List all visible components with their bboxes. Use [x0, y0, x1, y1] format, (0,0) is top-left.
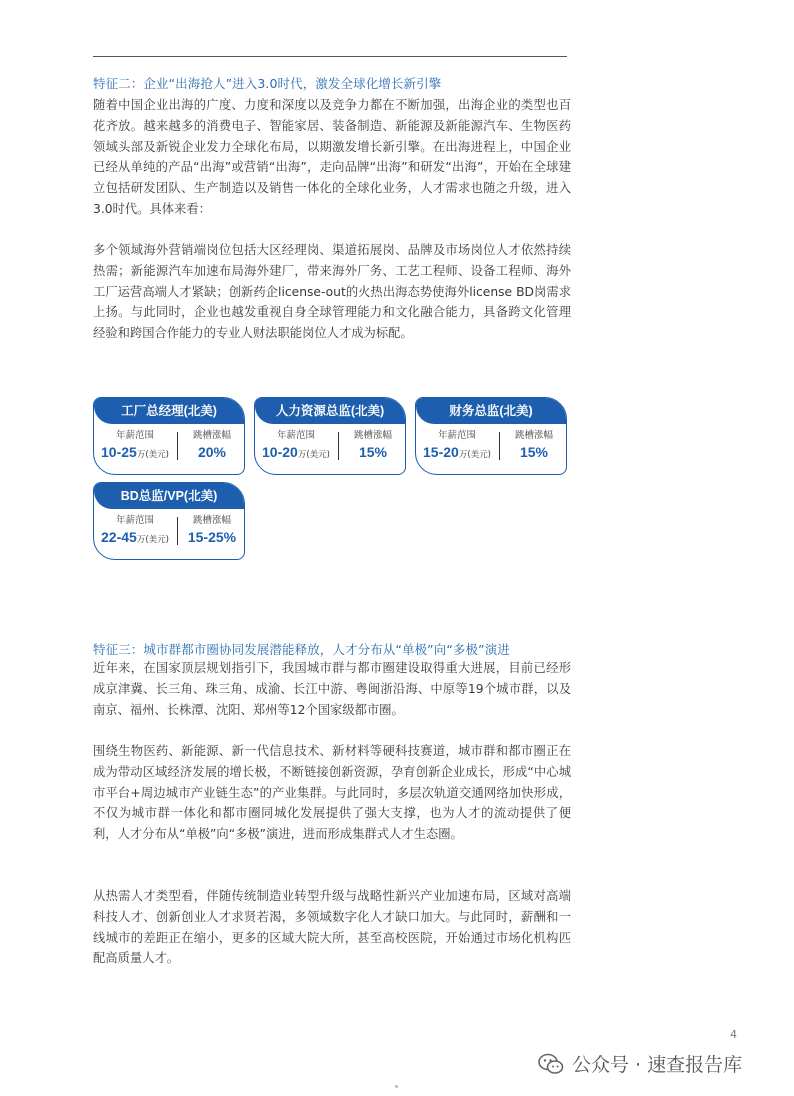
- salary-range-value: 22-45: [101, 529, 137, 545]
- salary-unit: 万(美元): [136, 535, 169, 545]
- raise-label: 跳槽涨幅: [514, 430, 553, 441]
- salary-card-finance-director: [415, 397, 567, 475]
- salary-card-hr-director: [254, 397, 406, 475]
- salary-unit: 万(美元): [136, 450, 169, 460]
- section3-paragraph-2: 围绕生物医药、新能源、新一代信息技术、新材料等硬科技赛道，城市群和都市圈正在成为带动区域经济发展的增长极，不断链接创新资源，孕育创新企业成长，形成“中心城市平台+周边城市产业链生态”的产业集群。与此同时，多层次轨道交通网络加快形成，不仅为城市群一体化和都市圈同城化发展提供了强大支撑，也为人才的流动提供了便利，人才分布从“单极”向“多极”演进，进而形成集群式人才生态圈。: [93, 744, 571, 842]
- section2-paragraph-2: 多个领域海外营销端岗位包括大区经理岗、渠道拓展岗、品牌及市场岗位人才依然持续热需；新能源汽车加速布局海外建厂，带来海外厂务、工艺工程师、设备工程师、海外工厂运营高端人才紧缺；创新药企license-out的火热出海态势使海外license BD岗需求上扬。与此同时，企业也越发重视自身全球管理能力和文化融合能力，具备跨文化管理经验和跨国合作能力的专业人财法职能岗位人才成为标配。: [93, 243, 571, 341]
- raise-value: 15%: [358, 444, 388, 460]
- salary-range-value: 10-20: [262, 444, 298, 460]
- salary-range-value: 15-20: [423, 444, 459, 460]
- salary-range-value: 10-25: [101, 444, 137, 460]
- card-divider: [338, 432, 339, 460]
- salary-card-factory-gm: [93, 397, 245, 475]
- salary-range-label: 年薪范围: [115, 515, 154, 526]
- salary-range-label: 年薪范围: [437, 430, 476, 441]
- wechat-icon: [538, 1053, 564, 1075]
- card-title: BD总监/VP(北美): [94, 483, 244, 509]
- raise-label: 跳槽涨幅: [192, 430, 231, 441]
- footer-brand-text: 公众号 · 速查报告库: [572, 1054, 743, 1076]
- raise-label: 跳槽涨幅: [192, 515, 231, 526]
- card-divider: [499, 432, 500, 460]
- raise-label: 跳槽涨幅: [353, 430, 392, 441]
- card-divider: [177, 517, 178, 545]
- card-divider: [177, 432, 178, 460]
- section2-paragraph-1: 随着中国企业出海的广度、力度和深度以及竞争力都在不断加强，出海企业的类型也百花齐放。越来越多的消费电子、智能家居、装备制造、新能源及新能源汽车、生物医药领域头部及新锐企业发力全球化布局，以期激发增长新引擎。在出海进程上，中国企业已经从单纯的产品“出海”或营销“出海”，走向品牌“出海”和研发“出海”，开始在全球建立包括研发团队、生产制造以及销售一体化的全球化业务，人才需求也随之升级，进入3.0时代。具体来看：: [93, 98, 571, 216]
- section2-heading: 特征二：企业“出海抢人”进入3.0时代，激发全球化增长新引擎: [93, 76, 442, 91]
- top-divider: [93, 56, 567, 57]
- salary-card-bd-director: [93, 482, 245, 560]
- salary-range-label: 年薪范围: [115, 430, 154, 441]
- card-title: 工厂总经理(北美): [94, 398, 244, 424]
- page-dot: [395, 1085, 398, 1088]
- section3-paragraph-3: 从热需人才类型看，伴随传统制造业转型升级与战略性新兴产业加速布局，区域对高端科技人才、创新创业人才求贤若渴，多领域数字化人才缺口加大。与此同时，薪酬和一线城市的差距正在缩小，更多的区域大院大所，甚至高校医院，开始通过市场化机构匹配高质量人才。: [93, 889, 571, 966]
- raise-value: 15-25%: [187, 529, 237, 545]
- salary-unit: 万(美元): [458, 450, 491, 460]
- card-title: 财务总监(北美): [416, 398, 566, 424]
- salary-unit: 万(美元): [297, 450, 330, 460]
- footer-watermark: [538, 1050, 742, 1077]
- raise-value: 15%: [519, 444, 549, 460]
- card-title: 人力资源总监(北美): [255, 398, 405, 424]
- page-number: 4: [730, 1028, 737, 1041]
- section3-paragraph-1: 近年来，在国家顶层规划指引下，我国城市群与都市圈建设取得重大进展，目前已经形成京津冀、长三角、珠三角、成渝、长江中游、粤闽浙沿海、中原等19个城市群，以及南京、福州、长株潭、沈阳、郑州等12个国家级都市圈。: [93, 661, 571, 717]
- section3-heading: 特征三：城市群都市圈协同发展潜能释放，人才分布从“单极”向“多极”演进: [93, 642, 510, 657]
- raise-value: 20%: [197, 444, 227, 460]
- salary-range-label: 年薪范围: [276, 430, 315, 441]
